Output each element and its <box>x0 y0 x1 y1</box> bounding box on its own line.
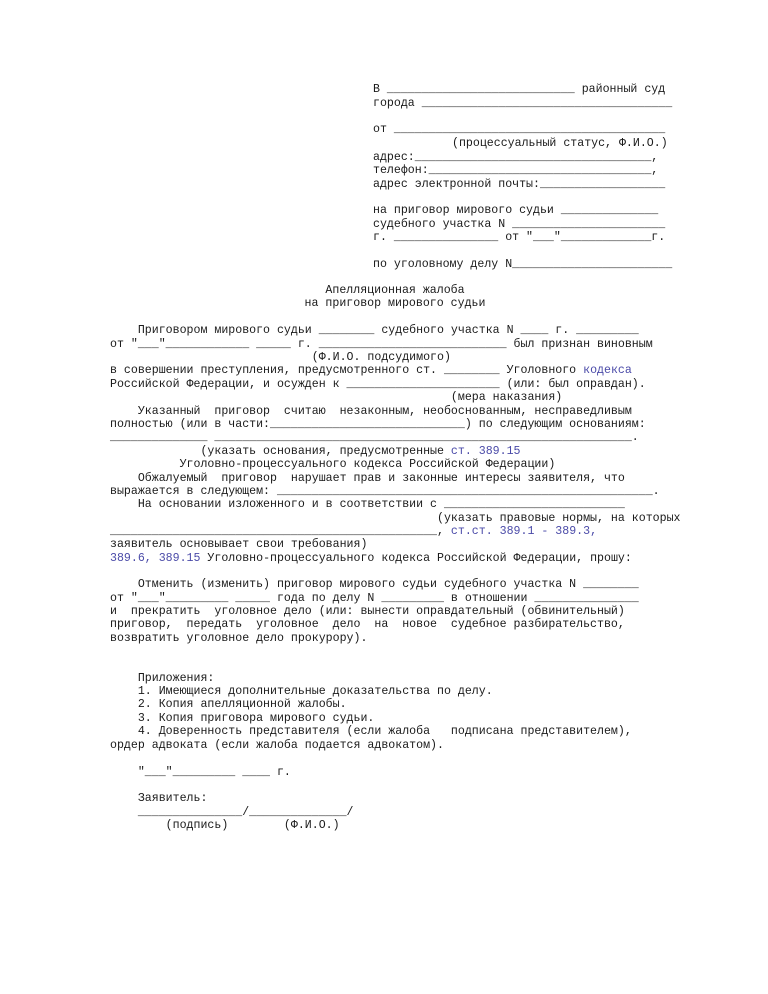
verdict-line: на приговор мирового судьи ______________ <box>373 204 659 217</box>
body-line: от "___"_________ _____ года по делу N _________ в отношении _______________ <box>110 592 639 605</box>
body-line: приговор, передать уголовное дело на новое судебное разбирательство, <box>110 618 625 631</box>
sender-status-hint: (процессуальный статус, Ф.И.О.) <box>452 137 668 150</box>
recipient-city-line: города ____________________________________ <box>373 97 673 110</box>
body-line <box>110 552 632 566</box>
sender-address-line: адрес:__________________________________, <box>373 151 659 164</box>
punishment-hint: (мера наказания) <box>110 391 563 404</box>
document-title: Апелляционная жалоба <box>325 284 465 297</box>
article-389-15-link[interactable]: ст. 389.15 <box>450 445 521 458</box>
body-line: Приговором мирового судьи ________ судебного участка N ____ г. _________ <box>110 324 639 337</box>
body-line: Отменить (изменить) приговор мирового судьи судебного участка N ________ <box>110 578 639 591</box>
articles-389-6-389-15-link[interactable]: 389.6, 389.15 <box>110 552 201 565</box>
body-line: от "___"____________ _____ г. ___________________________ был признан виновным <box>110 338 653 351</box>
body-line: Российской Федерации, и осужден к ______________________ (или: был оправдан). <box>110 378 646 391</box>
body-text: в совершении преступления, предусмотренного ст. ________ Уголовного <box>110 364 584 377</box>
body-line: возвратить уголовное дело прокурору). <box>110 632 368 645</box>
attachments-heading: Приложения: <box>110 672 215 685</box>
sender-phone-line: телефон:________________________________, <box>373 164 659 177</box>
body-line: и прекратить уголовное дело (или: вынести оправдательный (обвинительный) <box>110 605 625 618</box>
document-subtitle: на приговор мирового судьи <box>304 297 486 310</box>
body-line: полностью (или в части:____________________________) по следующим основаниям: <box>110 418 646 431</box>
body-text: (указать основания, предусмотренные <box>110 445 451 458</box>
sender-line: от _______________________________________ <box>373 123 666 136</box>
signature-hint: (подпись) (Ф.И.О.) <box>110 819 340 832</box>
attachment-item: 1. Имеющиеся дополнительные доказательства по делу. <box>110 685 493 698</box>
body-line: ______________ ____________________________________________________________. <box>110 431 639 444</box>
body-line: выражается в следующем: ______________________________________________________. <box>110 485 660 498</box>
attachment-item: 3. Копия приговора мирового судьи. <box>110 712 375 725</box>
articles-389-1-389-3-link[interactable]: ст.ст. 389.1 - 389.3, <box>450 525 598 538</box>
recipient-court-line: В ___________________________ районный суд <box>373 83 666 96</box>
body-line <box>110 525 597 539</box>
verdict-date-line: г. _______________ от "___"_____________г. <box>373 231 666 244</box>
body-text: Уголовно-процессуального кодекса Российской Федерации, прошу: <box>200 552 632 565</box>
attachment-item: 4. Доверенность представителя (если жалоба подписана представителем), <box>110 725 632 738</box>
body-line: Обжалуемый приговор нарушает прав и законные интересы заявителя, что <box>110 472 625 485</box>
body-line <box>110 364 632 378</box>
criminal-code-link[interactable]: кодекса <box>583 364 632 377</box>
grounds-hint <box>110 445 521 459</box>
case-number-line: по уголовному делу N_______________________ <box>373 258 673 271</box>
sender-email-line: адрес электронной почты:__________________ <box>373 178 666 191</box>
signature-line: _______________/______________/ <box>110 806 354 819</box>
body-line: На основании изложенного и в соответствии с __________________________ <box>110 498 625 511</box>
body-text: _______________________________________________, <box>110 525 451 538</box>
attachment-item: 2. Копия апелляционной жалобы. <box>110 698 347 711</box>
grounds-hint-cont: Уголовно-процессуального кодекса Российской Федерации) <box>110 458 556 471</box>
legal-norms-hint: (указать правовые нормы, на которых <box>110 512 681 525</box>
applicant-label: Заявитель: <box>110 792 208 805</box>
body-line: Указанный приговор считаю незаконным, необоснованным, несправедливым <box>110 405 632 418</box>
signature-date-line: "___"_________ ____ г. <box>110 766 291 779</box>
body-line: заявитель основывает свои требования) <box>110 538 368 551</box>
district-line: судебного участка N ______________________ <box>373 218 666 231</box>
attachment-item-cont: ордер адвоката (если жалоба подается адвокатом). <box>110 739 444 752</box>
defendant-hint: (Ф.И.О. подсудимого) <box>110 351 451 364</box>
